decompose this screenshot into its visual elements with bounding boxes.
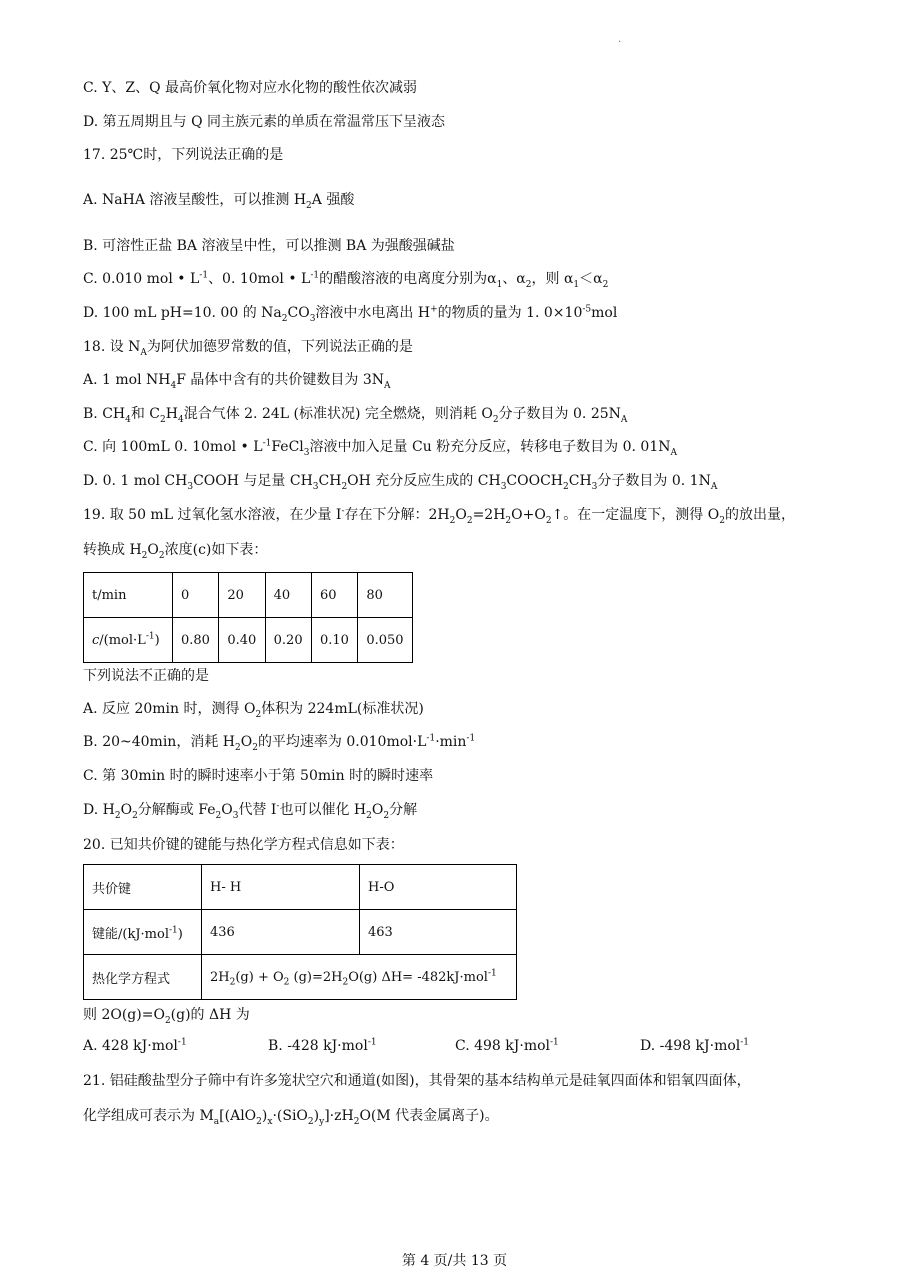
q20-prompt: 则 $2O(g)=O_2(g)$的 ΔH 为: [83, 1007, 250, 1026]
q19-option-b: B. 20~40min，消耗 $H_2O_2$的平均速率为 $0.010mol\cdot L^{-1}\cdot\min^{-1}$: [83, 733, 476, 753]
q19-option-a: A. 反应 20min 时，测得 $O_2$体积为 224mL(标准状况): [83, 701, 424, 720]
table-20-cell: H-O: [360, 865, 517, 910]
table-20-cell: $2H_2(g) + O_2$ $(g)=2H_2O(g)$ ΔH= -482kJ·mol$^{-1}$: [202, 955, 517, 1000]
table-20-cell: 热化学方程式: [84, 955, 202, 1000]
q20-option-d: D. -498 kJ·mol$^{-1}$: [640, 1037, 750, 1054]
question-17-stem: 17. 25℃时，下列说法正确的是: [83, 147, 284, 163]
table-19-c-cell: 0.40: [219, 618, 265, 663]
table-20-cell: 436: [202, 910, 360, 955]
q18-option-b: B. $CH_4$和 $C_2H_4$混合气体 2. 24L (标准状况) 完全燃烧，则消耗 $O_2$分子数目为 0. $25N_A$: [83, 406, 628, 425]
q19-option-c: C. 第 30min 时的瞬时速率小于第 50min 时的瞬时速率: [83, 768, 434, 784]
table-20: [83, 864, 517, 1000]
table-19-header-label: t/min: [84, 573, 173, 618]
table-19-c-cell: 0.20: [265, 618, 311, 663]
q19-option-d: D. $H_2O_2$分解酶或 $Fe_2O_3$代替 I-也可以催化 $H_2O_2$分解: [83, 801, 418, 821]
question-21-stem: 21. 铝硅酸盐型分子筛中有许多笼状空穴和通道(如图)，其骨架的基本结构单元是硅氧四面体和铝氧四面体，: [83, 1073, 751, 1089]
q20-option-c: C. 498 kJ·mol$^{-1}$: [455, 1037, 559, 1054]
option-d-prev: D. 第五周期且与 Q 同主族元素的单质在常温常压下呈液态: [83, 114, 446, 130]
table-20-cell: 463: [360, 910, 517, 955]
table-19-t-cell: 60: [311, 573, 357, 618]
table-19-c-cell: 0.10: [311, 618, 357, 663]
table-19: [83, 572, 413, 663]
q17-option-a: A. NaHA 溶液呈酸性，可以推测 $H_2A$ 强酸: [83, 192, 355, 211]
q19-prompt: 下列说法不正确的是: [83, 668, 209, 684]
table-19-t-cell: 80: [358, 573, 413, 618]
scan-dot: .: [618, 34, 622, 45]
q18-option-d: D. 0. 1 mol $CH_3COOH$ 与足量 $CH_3CH_2OH$ 充分反应生成的 $CH_3COOCH_2CH_3$分子数目为 0. $1N_A$: [83, 473, 718, 492]
question-19-stem: 19. 取 50 mL 过氧化氢水溶液，在少量 I-存在下分解：$2H_2O_2=2H_2O+O_2↑$。在一定温度下，测得 $O_2$的放出量，: [83, 506, 795, 526]
table-20-cell: 键能/(kJ·mol$^{-1}$): [84, 910, 202, 955]
table-20-cell: H- H: [202, 865, 360, 910]
q17-option-c: C. 0.010 mol • $L^{-1}$、0. 10mol • $L^{-1}$的醋酸溶液的电离度分别为$\alpha_1$、$\alpha_2$，则 $\alpha_1<\alpha_2$: [83, 270, 609, 290]
q18-option-a: A. 1 mol $NH_4F$ 晶体中含有的共价键数目为 $3N_A$: [83, 372, 391, 391]
table-19-t-cell: 0: [173, 573, 219, 618]
option-c-prev: C. Y、Z、Q 最高价氧化物对应水化物的酸性依次减弱: [83, 80, 418, 96]
table-19-t-cell: 20: [219, 573, 265, 618]
table-20-cell: 共价键: [84, 865, 202, 910]
q17-option-b: B. 可溶性正盐 BA 溶液呈中性，可以推测 BA 为强酸强碱盐: [83, 238, 455, 254]
q17-option-d: D. 100 mL pH=10. 00 的 $Na_2CO_3$溶液中水电离出 H+的物质的量为 1. $0\times 10^{-5}mol$: [83, 304, 618, 324]
table-19-c-label: $c/(mol\cdot L^{-1})$: [84, 618, 173, 663]
q20-option-b: B. -428 kJ·mol$^{-1}$: [268, 1037, 377, 1054]
table-19-c-cell: 0.80: [173, 618, 219, 663]
question-20-stem: 20. 已知共价键的键能与热化学方程式信息如下表：: [83, 837, 404, 853]
table-19-t-cell: 40: [265, 573, 311, 618]
table-19-c-cell: 0.050: [358, 618, 413, 663]
q20-option-a: A. 428 kJ·mol$^{-1}$: [83, 1037, 187, 1054]
question-21-stem-2: 化学组成可表示为 $M_a[(AlO_2)_x\cdot(SiO_2)_y]\cdot zH_2O(M$ 代表金属离子)。: [83, 1108, 499, 1127]
q18-option-c: C. 向 100mL 0. 10mol • $L^{-1}FeCl_3$溶液中加入足量 Cu 粉充分反应，转移电子数目为 0. $01N_A$: [83, 438, 677, 458]
question-18-stem: 18. 设 $N_A$为阿伏加德罗常数的值，下列说法正确的是: [83, 339, 413, 358]
question-19-stem-2: 转换成 $H_2O_2$浓度(c)如下表：: [83, 542, 268, 561]
page-footer: 第 4 页/共 13 页: [401, 1253, 508, 1269]
